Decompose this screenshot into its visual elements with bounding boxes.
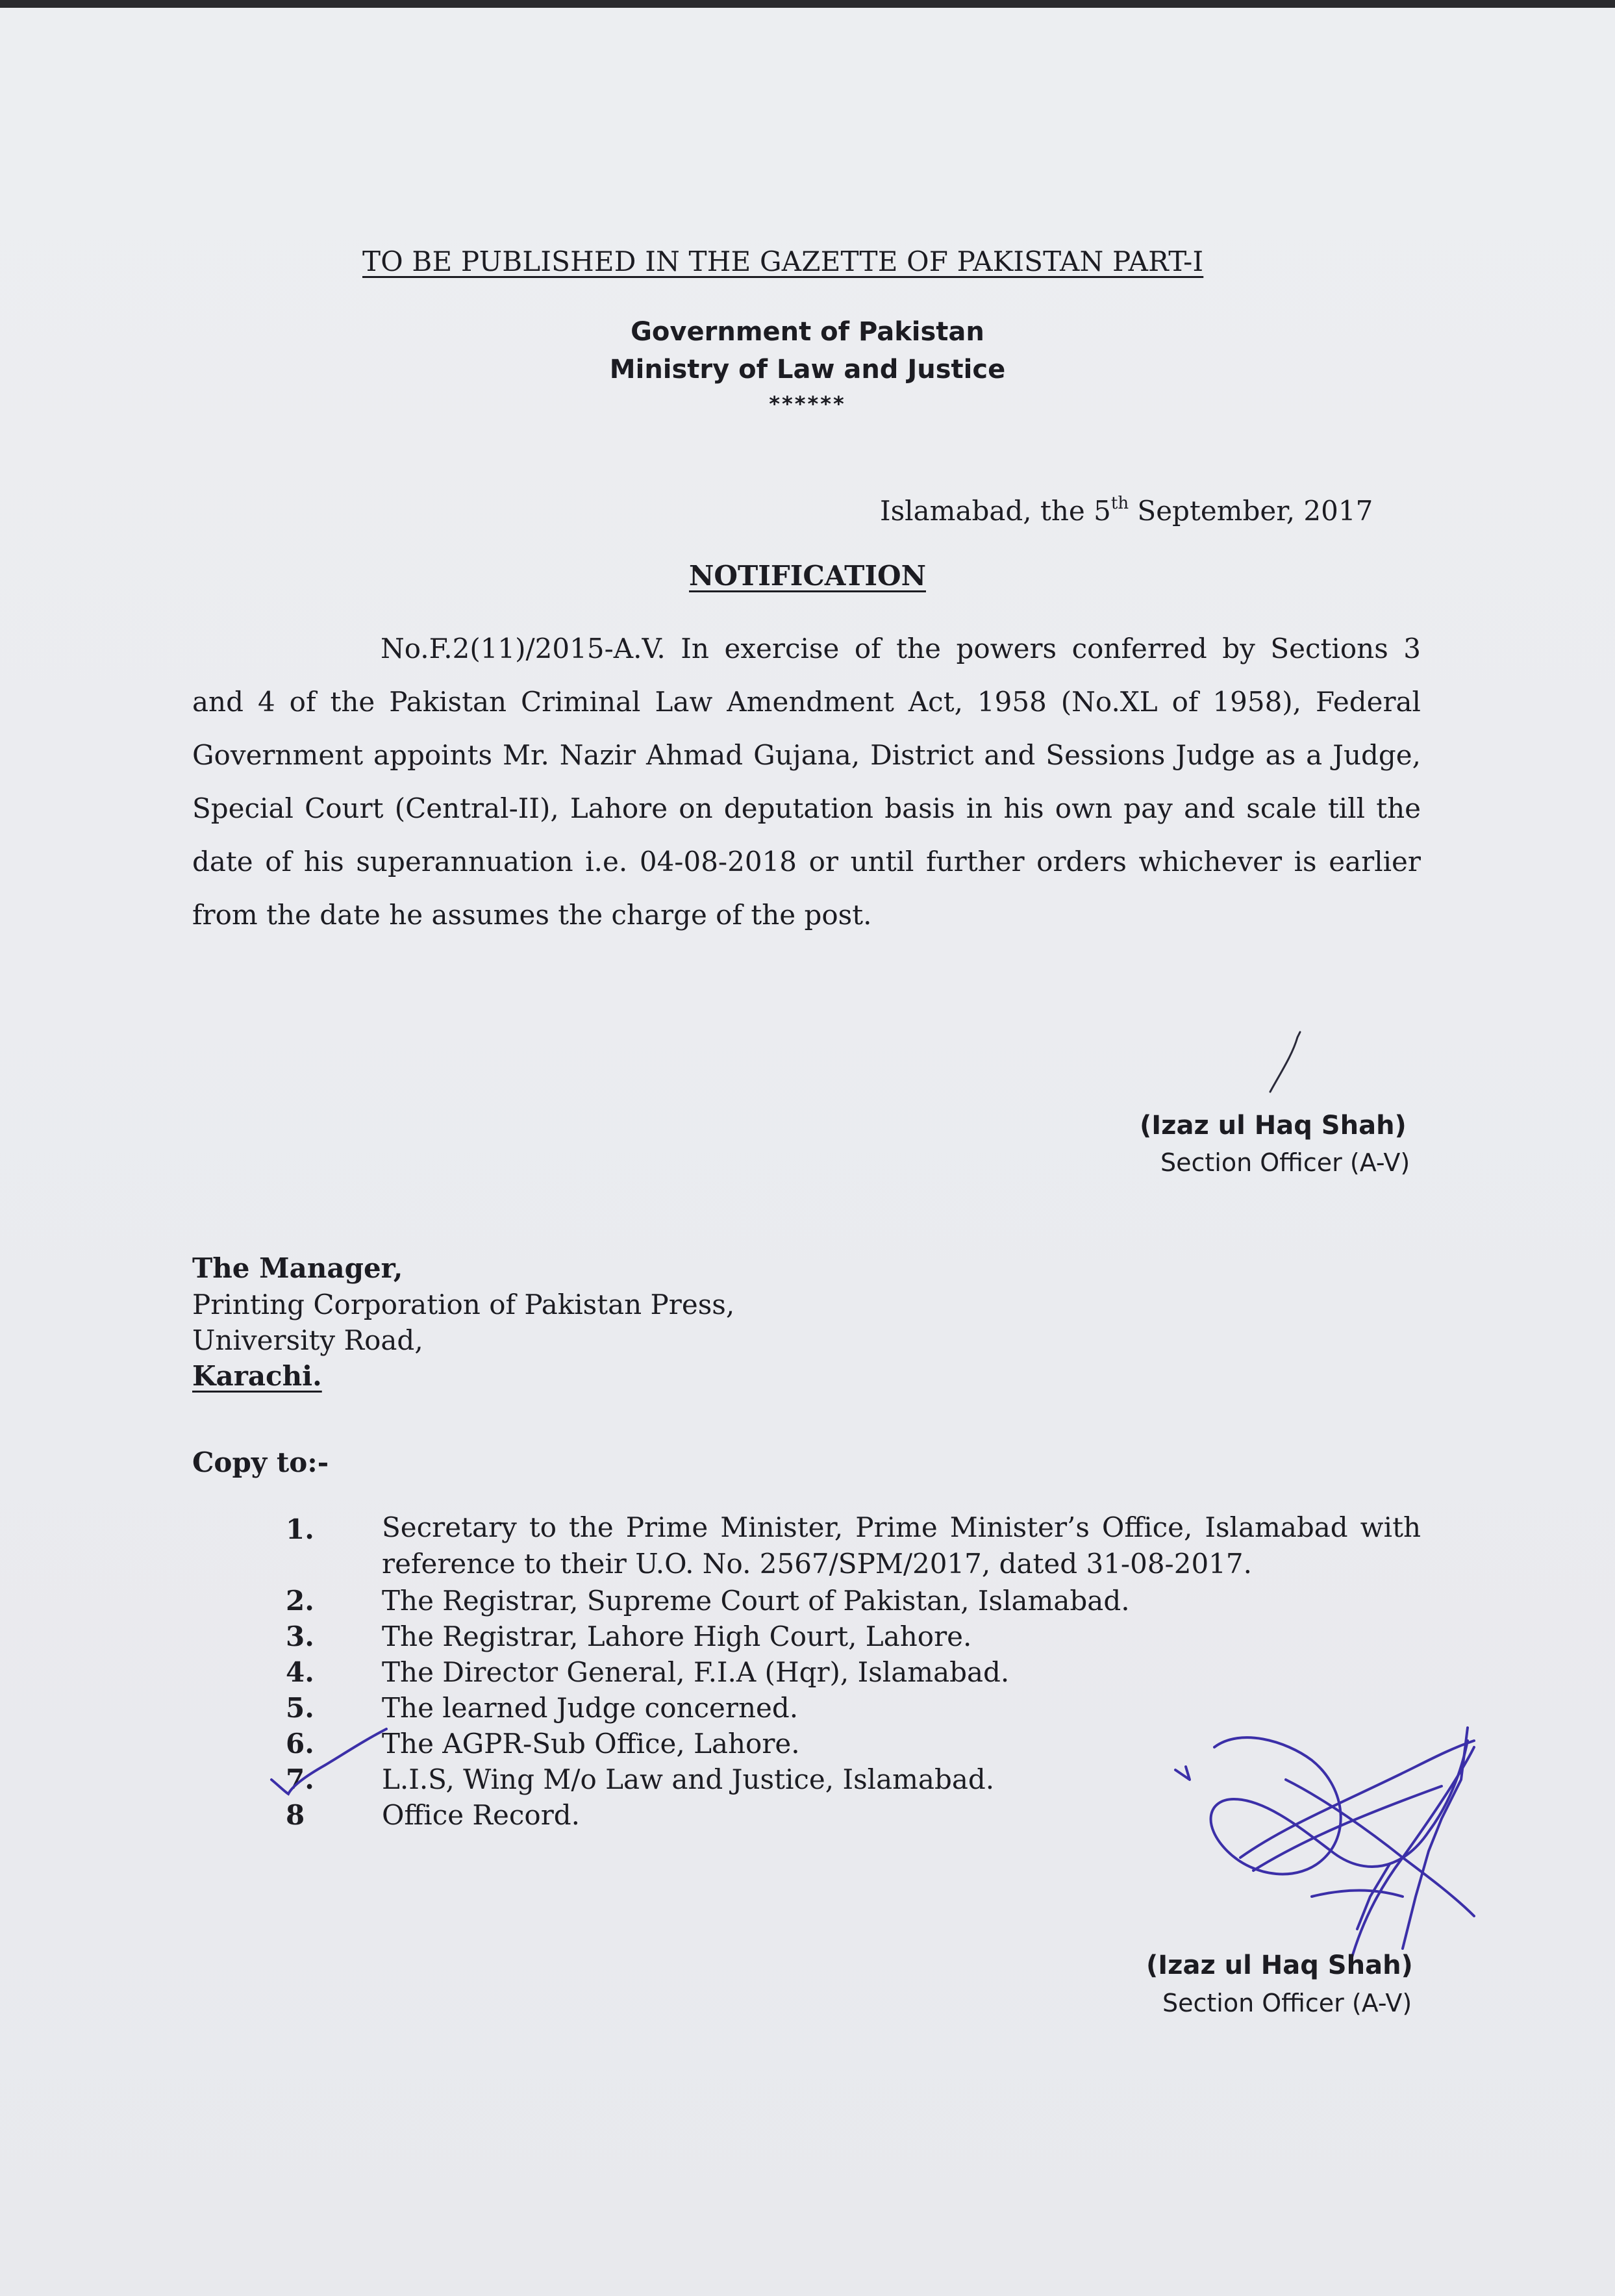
signatory-bottom-name: (Izaz ul Haq Shah) [1146,1950,1413,1980]
copy-item-number: 8 [286,1799,305,1831]
signatory-top-name: (Izaz ul Haq Shah) [1140,1111,1407,1141]
government-name: Government of Pakistan [631,317,984,347]
copy-item-number: 7. [286,1763,314,1795]
ministry-name: Ministry of Law and Justice [609,355,1006,385]
signatory-top-title: Section Officer (A-V) [1160,1148,1410,1177]
ink-signature-bottom [1156,1702,1494,1974]
copy-item-number: 3. [286,1621,314,1652]
gazette-heading: TO BE PUBLISHED IN THE GAZETTE OF PAKISTAN PART-I [362,246,1204,277]
copy-to-label: Copy to:- [192,1446,329,1478]
date-day: 5 [1094,495,1111,527]
copy-item-number: 5. [286,1692,314,1724]
addressee-line-1: Printing Corporation of Pakistan Press, [192,1289,735,1320]
addressee-line-2: University Road, [192,1324,423,1356]
date-suffix: th [1110,494,1129,513]
notification-body: No.F.2(11)/2015-A.V. In exercise of the powers conferred by Sections 3 and 4 of the Pakistan Criminal Law Amendment Act, 1958 (No.XL of 1958), Federal Government appoints Mr. Nazir Ahmad Gujana, District and Sessions Judge as a Judge, Special Court (Central-II), Lahore on deputation basis in his own pay and scale till the date of his superannuation i.e. 04-08-2018 or until further orders whichever is earlier from the date he assumes the charge of the post. [192,633,1421,931]
signatory-bottom-title: Section Officer (A-V) [1162,1989,1412,2017]
copy-item-text: The Registrar, Lahore High Court, Lahore. [382,1621,972,1652]
copy-item-text: The Registrar, Supreme Court of Pakistan, Islamabad. [382,1585,1130,1617]
date-line [880,494,1373,527]
addressee-name: The Manager, [192,1252,403,1284]
copy-item-number: 4. [286,1656,314,1688]
copy-item-number: 1. [286,1513,314,1545]
date-rest: September, 2017 [1129,495,1373,527]
copy-item-text: The AGPR-Sub Office, Lahore. [382,1728,800,1760]
copy-item-text: L.I.S, Wing M/o Law and Justice, Islamabad. [382,1763,995,1795]
copy-item-text: Secretary to the Prime Minister, Prime Minister’s Office, Islamabad with reference to their U.O. No. 2567/SPM/2017, dated 31-08-2017. [382,1511,1421,1580]
copy-item-number: 6. [286,1728,314,1760]
copy-item-text: The learned Judge concerned. [382,1692,799,1724]
header-separator: ****** [769,392,846,416]
copy-item-text: The Director General, F.I.A (Hqr), Islamabad. [382,1656,1010,1688]
pen-tick-mark [266,1715,390,1799]
addressee-city: Karachi. [192,1360,322,1392]
scan-top-edge [0,0,1615,8]
notification-title: NOTIFICATION [689,560,926,592]
signature-stroke-top [1266,1029,1305,1094]
copy-item-text: Office Record. [382,1799,581,1831]
date-prefix: Islamabad, the [880,495,1094,527]
copy-item-number: 2. [286,1585,314,1617]
